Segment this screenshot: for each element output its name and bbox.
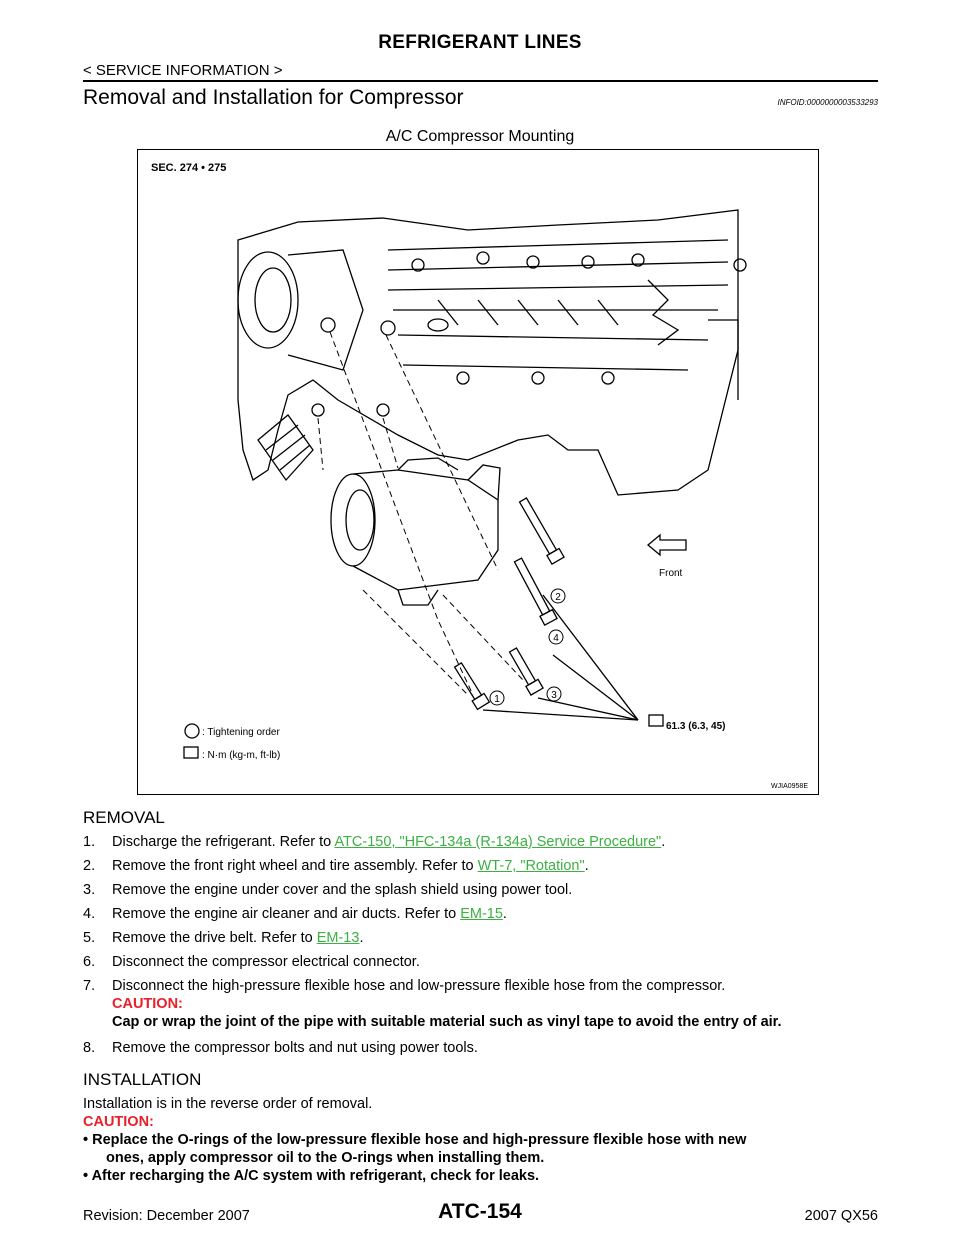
step-text: Remove the engine air cleaner and air ducts. Refer to <box>112 906 461 922</box>
step-text-end: . <box>661 834 666 850</box>
step-number: 2. <box>83 858 96 874</box>
step-text: Remove the front right wheel and tire assembly. Refer to <box>112 858 478 874</box>
step-text: Disconnect the compressor electrical connector. <box>112 954 420 970</box>
installation-bullet-1: • Replace the O-rings of the low-pressure flexible hose and high-pressure flexible hose with new <box>83 1132 747 1148</box>
front-label: Front <box>659 568 683 579</box>
step-number: 5. <box>83 930 96 946</box>
step-number: 7. <box>83 978 96 994</box>
step-number: 1. <box>83 834 96 850</box>
step-text: Remove the drive belt. Refer to <box>112 930 317 946</box>
bolt-number-1: 1 <box>494 694 500 705</box>
step-text-end: . <box>502 906 507 922</box>
compressor-clutch <box>331 474 375 566</box>
step-number: 6. <box>83 954 96 970</box>
header-rule <box>83 80 878 82</box>
footer-model: 2007 QX56 <box>804 1208 878 1224</box>
removal-step-4 <box>83 906 507 922</box>
bolt-2 <box>517 497 564 565</box>
bolt-3 <box>507 647 543 696</box>
removal-step-5 <box>83 930 363 946</box>
installation-text: Installation is in the reverse order of removal. <box>83 1096 373 1112</box>
installation-bullet-2: • After recharging the A/C system with refrigerant, check for leaks. <box>83 1168 540 1184</box>
legend-torque-units: : N·m (kg-m, ft-lb) <box>202 750 281 761</box>
removal-caution-label: CAUTION: <box>112 996 183 1012</box>
link-wt-7[interactable]: WT-7, "Rotation" <box>477 858 585 874</box>
bolt-number-2: 2 <box>555 592 561 603</box>
removal-step-2 <box>83 858 589 874</box>
link-em-15[interactable]: EM-15 <box>460 906 503 922</box>
torque-symbol <box>184 747 198 758</box>
step-text-end: . <box>359 930 364 946</box>
figure-caption: A/C Compressor Mounting <box>385 128 575 145</box>
removal-step-7 <box>83 978 725 994</box>
removal-heading: REMOVAL <box>83 808 165 827</box>
step-text-end: . <box>584 858 589 874</box>
page-title: REFRIGERANT LINES <box>378 32 582 53</box>
figure-box <box>137 149 819 795</box>
link-atc-150[interactable]: ATC-150, "HFC-134a (R-134a) Service Procedure" <box>334 834 662 850</box>
compressor-diagram <box>138 150 818 794</box>
step-number: 3. <box>83 882 96 898</box>
removal-step-8 <box>83 1040 478 1056</box>
installation-bullet-1-cont: ones, apply compressor oil to the O-rings when installing them. <box>106 1150 545 1166</box>
front-arrow <box>648 535 686 555</box>
bolt-number-3: 3 <box>551 690 557 701</box>
removal-step-1 <box>83 834 665 850</box>
removal-step-3 <box>83 882 572 898</box>
crank-pulley <box>238 252 298 348</box>
step-text: Remove the engine under cover and the splash shield using power tool. <box>112 882 573 898</box>
removal-step-6 <box>83 954 420 970</box>
info-id: INFOID:0000000003533293 <box>777 98 878 107</box>
oil-filter <box>258 415 313 480</box>
page-subtitle: < SERVICE INFORMATION > <box>83 62 283 79</box>
figure-sec-label: SEC. 274 • 275 <box>151 162 227 174</box>
step-text: Disconnect the high-pressure flexible hose and low-pressure flexible hose from the compressor. <box>112 978 726 994</box>
step-number: 8. <box>83 1040 96 1056</box>
installation-caution-label: CAUTION: <box>83 1114 154 1130</box>
footer-page-number: ATC-154 <box>438 1200 522 1223</box>
figure-code: WJIA0958E <box>771 783 808 790</box>
removal-caution-text: Cap or wrap the joint of the pipe with suitable material such as vinyl tape to avoid the entry of air. <box>112 1014 782 1030</box>
bolt-4 <box>512 557 557 625</box>
step-text: Discharge the refrigerant. Refer to <box>112 834 335 850</box>
installation-heading: INSTALLATION <box>83 1070 202 1089</box>
legend-tightening-order: : Tightening order <box>202 727 280 738</box>
torque-label: 61.3 (6.3, 45) <box>666 721 726 732</box>
step-text: Remove the compressor bolts and nut using power tools. <box>112 1040 478 1056</box>
footer-revision: Revision: December 2007 <box>83 1208 250 1224</box>
tightening-order-symbol <box>185 724 199 738</box>
bolt-number-4: 4 <box>553 633 559 644</box>
link-em-13[interactable]: EM-13 <box>316 930 360 946</box>
section-title: Removal and Installation for Compressor <box>83 86 464 109</box>
step-number: 4. <box>83 906 96 922</box>
